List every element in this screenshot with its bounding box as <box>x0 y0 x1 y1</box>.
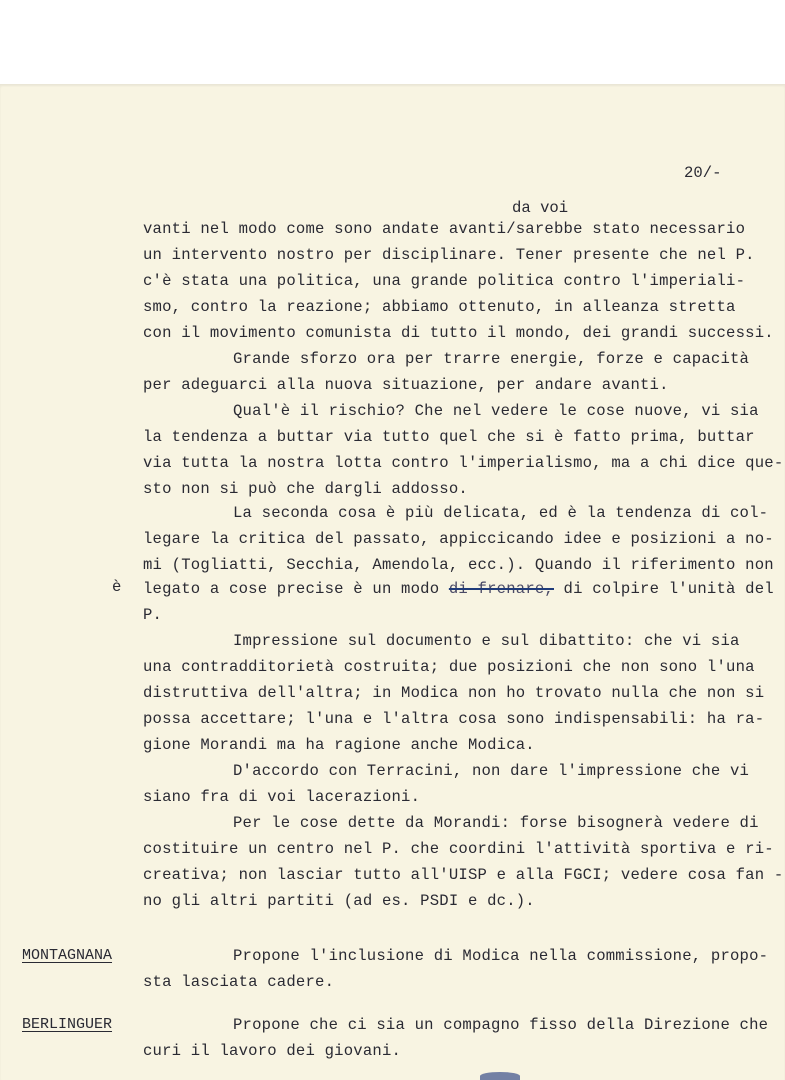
text-line: c'è stata una politica, una grande politica contro l'imperiali- <box>143 272 746 290</box>
text-line: Propone l'inclusione di Modica nella commissione, propo- <box>233 947 769 965</box>
text-line: P. <box>143 606 163 624</box>
text-line: sta lasciata cadere. <box>143 973 335 991</box>
text-line: mi (Togliatti, Secchia, Amendola, ecc.). Quando il riferimento non <box>143 556 774 574</box>
text-line: D'accordo con Terracini, non dare l'impressione che vi <box>233 762 750 780</box>
text-line: con il movimento comunista di tutto il mondo, dei grandi successi. <box>143 324 774 342</box>
text-line: creativa; non lasciar tutto all'UISP e alla FGCI; vedere cosa fan - <box>143 866 784 884</box>
text-line: un intervento nostro per disciplinare. Tener presente che nel P. <box>143 246 755 264</box>
text-line: distruttiva dell'altra; in Modica non ho trovato nulla che non si <box>143 684 765 702</box>
text-line: La seconda cosa è più delicata, ed è la tendenza di col- <box>233 504 769 522</box>
text-segment: di colpire l'unità del <box>554 580 774 598</box>
text-line: Qual'è il rischio? Che nel vedere le cose nuove, vi sia <box>233 402 759 420</box>
text-line: gione Morandi ma ha ragione anche Modica. <box>143 736 535 754</box>
text-line: no gli altri partiti (ad es. PSDI e dc.). <box>143 892 535 910</box>
text-line: vanti nel modo come sono andate avanti/sarebbe stato necessario <box>143 220 746 238</box>
text-line: sto non si può che dargli addosso. <box>143 480 468 498</box>
text-line: curi il lavoro dei giovani. <box>143 1042 402 1060</box>
struck-text: di frenare, <box>448 580 554 598</box>
text-line: Impressione sul documento e sul dibattito: che vi sia <box>233 632 740 650</box>
text-line: Grande sforzo ora per trarre energie, forze e capacità <box>233 350 750 368</box>
text-line: smo, contro la reazione; abbiamo ottenuto, in alleanza stretta <box>143 298 736 316</box>
text-line: possa accettare; l'una e l'altra cosa sono indispensabili: ha ra- <box>143 710 765 728</box>
page-number: 20/- <box>684 164 722 182</box>
text-line: via tutta la nostra lotta contro l'imperialismo, ma a chi dice que- <box>143 454 784 472</box>
text-line-with-strikethrough <box>143 580 774 598</box>
text-line: costituire un centro nel P. che coordini l'attività sportiva e ri- <box>143 840 774 858</box>
text-line: Per le cose dette da Morandi: forse bisognerà vedere di <box>233 814 759 832</box>
text-line: una contradditorietà costruita; due posizioni che non sono l'una <box>143 658 755 676</box>
text-line: Propone che ci sia un compagno fisso della Direzione che <box>233 1016 769 1034</box>
speaker-name: BERLINGUER <box>22 1016 113 1033</box>
text-line: siano fra di voi lacerazioni. <box>143 788 421 806</box>
speaker-name: MONTAGNANA <box>22 947 113 964</box>
text-line: la tendenza a buttar via tutto quel che si è fatto prima, buttar <box>143 428 755 446</box>
margin-note: è <box>112 578 122 596</box>
handwritten-insertion: da voi <box>512 199 569 217</box>
text-line: legare la critica del passato, appiccicando idee e posizioni a no- <box>143 530 774 548</box>
ink-mark <box>480 1072 520 1080</box>
text-segment: legato a cose precise è un modo <box>143 580 449 598</box>
text-line: per adeguarci alla nuova situazione, per andare avanti. <box>143 376 669 394</box>
